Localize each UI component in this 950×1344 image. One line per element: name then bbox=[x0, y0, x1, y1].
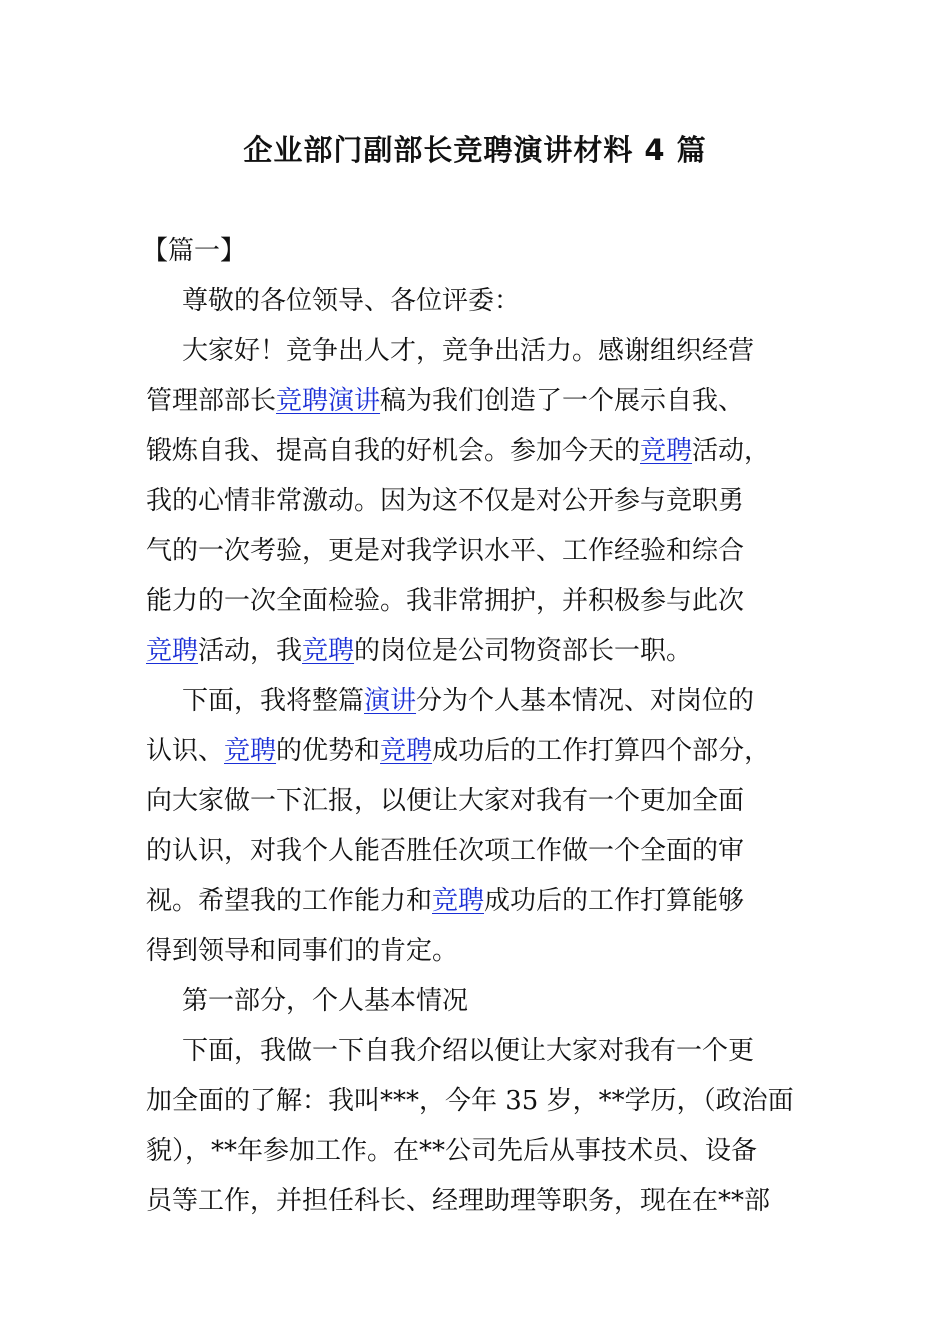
text-line bbox=[146, 826, 816, 876]
text-segment: 貌），**年参加工作。在**公司先后从事技术员、设备 bbox=[146, 1136, 758, 1166]
keyword-link[interactable]: 竞聘 bbox=[380, 736, 433, 766]
text-segment: 的认识，对我个人能否胜任次项工作做一个全面的审 bbox=[146, 836, 745, 866]
text-line bbox=[146, 376, 816, 426]
text-segment: 的优势和 bbox=[276, 736, 381, 766]
keyword-link[interactable]: 竞聘 bbox=[224, 736, 277, 766]
text-segment: 的岗位是公司物资部长一职。 bbox=[354, 636, 693, 666]
text-segment: 向大家做一下汇报，以便让大家对我有一个更加全面 bbox=[146, 786, 745, 816]
text-segment: 活动， bbox=[692, 436, 771, 466]
text-line bbox=[146, 1026, 816, 1076]
text-segment: 下面，我做一下自我介绍以便让大家对我有一个更 bbox=[182, 1036, 755, 1066]
text-segment: 管理部部长 bbox=[146, 386, 277, 416]
keyword-link[interactable]: 演讲 bbox=[364, 686, 417, 716]
text-segment: 下面，我将整篇 bbox=[182, 686, 365, 716]
keyword-link[interactable]: 竞聘演讲 bbox=[276, 386, 381, 416]
text-segment: 能力的一次全面检验。我非常拥护，并积极参与此次 bbox=[146, 586, 745, 616]
text-line bbox=[146, 776, 816, 826]
text-line bbox=[146, 1176, 816, 1226]
text-segment: 认识、 bbox=[146, 736, 225, 766]
text-segment: 得到领导和同事们的肯定。 bbox=[146, 936, 459, 966]
text-segment: 气的一次考验，更是对我学识水平、工作经验和综合 bbox=[146, 536, 745, 566]
text-segment: 尊敬的各位领导、各位评委： bbox=[182, 286, 521, 316]
keyword-link[interactable]: 竞聘 bbox=[640, 436, 693, 466]
keyword-link[interactable]: 竞聘 bbox=[432, 886, 485, 916]
text-line bbox=[146, 276, 816, 326]
text-line bbox=[146, 526, 816, 576]
text-segment: 加全面的了解：我叫***，今年 35 岁，**学历，（政治面 bbox=[146, 1086, 794, 1116]
text-line bbox=[146, 976, 816, 1026]
keyword-link[interactable]: 竞聘 bbox=[302, 636, 355, 666]
text-segment: 稿为我们创造了一个展示自我、 bbox=[380, 386, 745, 416]
text-line bbox=[146, 876, 816, 926]
text-line bbox=[146, 926, 816, 976]
document-body bbox=[142, 226, 816, 1226]
text-line bbox=[146, 576, 816, 626]
text-line bbox=[146, 1076, 816, 1126]
text-segment: 大家好！竞争出人才，竞争出活力。感谢组织经营 bbox=[182, 336, 755, 366]
text-line bbox=[146, 426, 816, 476]
section-label: 【篇一】 bbox=[142, 236, 247, 266]
text-segment: 员等工作，并担任科长、经理助理等职务，现在在**部 bbox=[146, 1186, 771, 1216]
text-line bbox=[146, 476, 816, 526]
text-segment: 活动，我 bbox=[198, 636, 303, 666]
text-segment: 锻炼自我、提高自我的好机会。参加今天的 bbox=[146, 436, 641, 466]
document-title: 企业部门副部长竞聘演讲材料 4 篇 bbox=[243, 133, 707, 167]
text-line bbox=[146, 1126, 816, 1176]
text-segment: 我的心情非常激动。因为这不仅是对公开参与竞职勇 bbox=[146, 486, 745, 516]
text-line bbox=[146, 326, 816, 376]
text-segment: 第一部分，个人基本情况 bbox=[182, 986, 469, 1016]
text-line bbox=[146, 676, 816, 726]
text-segment: 成功后的工作打算能够 bbox=[484, 886, 745, 916]
keyword-link[interactable]: 竞聘 bbox=[146, 636, 199, 666]
text-segment: 视。希望我的工作能力和 bbox=[146, 886, 433, 916]
text-segment: 成功后的工作打算四个部分， bbox=[432, 736, 771, 766]
text-line bbox=[146, 626, 816, 676]
text-segment: 分为个人基本情况、对岗位的 bbox=[416, 686, 755, 716]
text-line bbox=[146, 726, 816, 776]
